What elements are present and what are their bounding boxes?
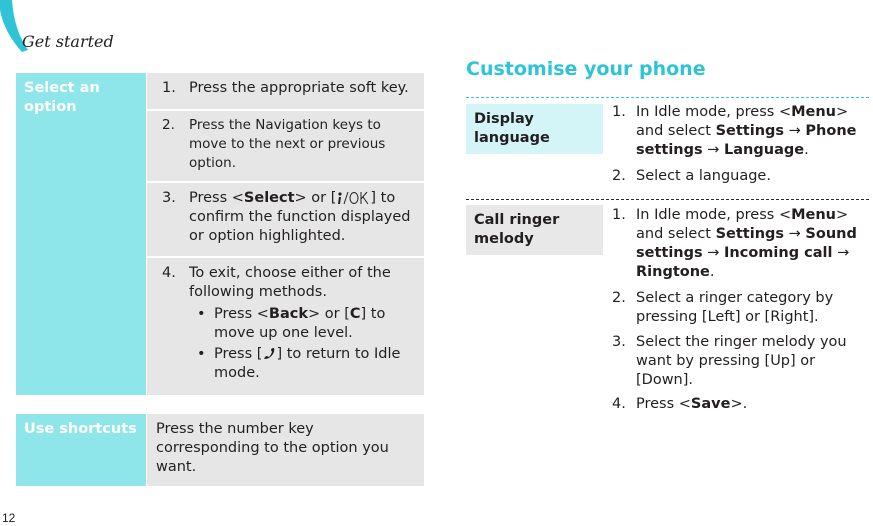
page-heading: Customise your phone	[466, 58, 706, 80]
call-ringer-melody-label: Call ringer melody	[466, 205, 603, 255]
use-shortcuts-label: Use shortcuts	[16, 414, 146, 486]
display-language-label: Display language	[466, 104, 603, 154]
divider-middle	[466, 199, 869, 200]
divider-top	[466, 97, 869, 98]
shortcut-cell: Press the number key corresponding to the option you want.	[147, 414, 424, 486]
page-number: 12	[2, 511, 16, 525]
running-title: Get started	[22, 32, 114, 51]
end-key-icon	[262, 347, 276, 361]
ok-key-icon	[336, 191, 370, 205]
select-option-label: Select an option	[16, 73, 146, 395]
